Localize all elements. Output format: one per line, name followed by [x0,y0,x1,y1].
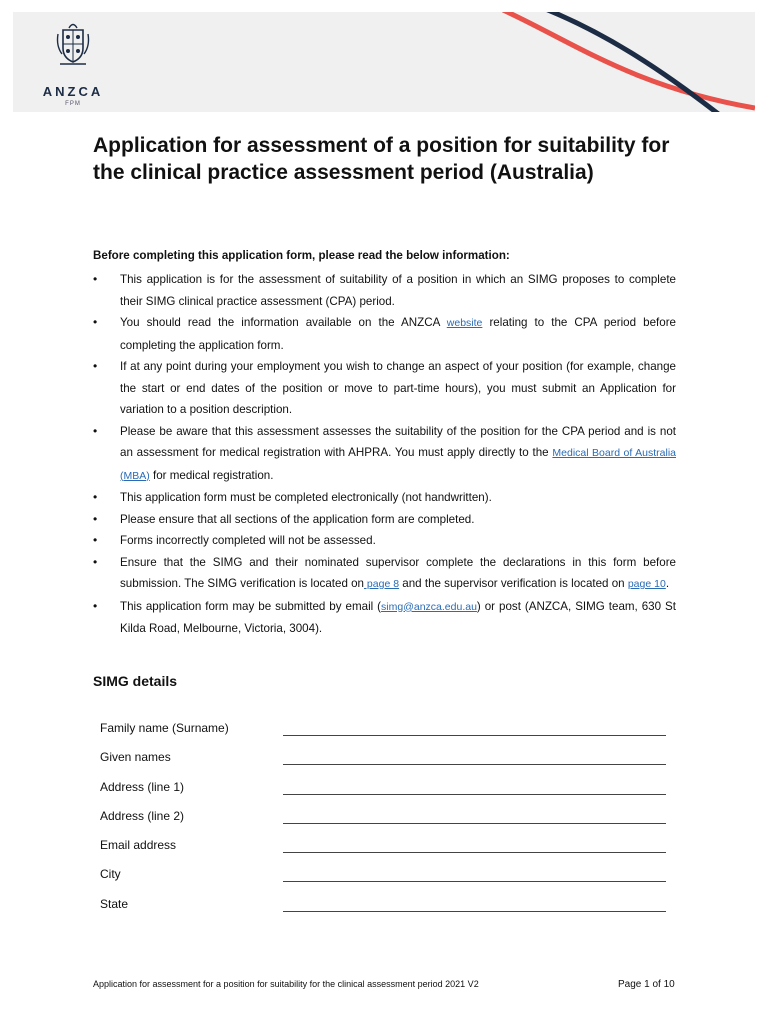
list-item [93,312,676,356]
field-input-line[interactable] [283,794,666,795]
list-item-text: This application form must be completed electronically (not handwritten). [120,491,492,504]
field-input-line[interactable] [283,735,666,736]
list-item-text: Forms incorrectly completed will not be assessed. [120,534,376,547]
list-item [93,487,676,509]
inline-link[interactable]: Medical Board of Australia (MBA) [120,447,677,482]
field-label: State [100,896,129,911]
page-title: Application for assessment of a position for suitability for the clinical practice assessment period (Australia) [93,134,670,184]
form-field-row [100,719,668,748]
list-item-text: for medical registration. [149,468,274,482]
list-item [93,356,676,421]
form-field-row [100,836,668,865]
list-item-text: This application form may be submitted by email ( [120,599,382,613]
field-label: Address (line 1) [100,779,185,794]
intro-heading: Before completing this application form, please read the below information: [93,249,510,262]
form-field-row [100,748,668,777]
field-label: City [100,867,121,882]
information-list [93,269,676,640]
inline-link[interactable]: page 8 [364,578,400,590]
field-input-line[interactable] [283,823,666,824]
list-item-text: and the supervisor verification is located on [399,577,628,590]
list-item-text: relating to the CPA period before completing the application form. [120,316,677,352]
inline-link[interactable]: page 10 [627,578,666,590]
field-label: Family name (Surname) [100,721,229,735]
field-label: Given names [100,750,171,765]
footer-text: Application for assessment for a position for suitability for the clinical assessment period 2021 V2 [93,979,479,989]
form-field-row [100,865,668,894]
field-input-line[interactable] [283,881,666,882]
field-input-line[interactable] [283,764,666,765]
header-band [13,12,755,112]
list-item-text: You should read the information available on the ANZCA [120,316,447,329]
inline-link[interactable]: website [446,317,483,329]
list-item-text: . [665,577,670,590]
coat-of-arms-icon [55,20,91,66]
field-input-line[interactable] [283,911,666,912]
list-item [93,269,676,312]
form-field-row [100,895,668,924]
list-item [93,530,676,552]
list-item-text: If at any point during your employment you wish to change an aspect of your position (for example, change the start or end dates of the position or move to part-time hours), you must submit an Application for variation to a position description. [120,360,676,416]
field-input-line[interactable] [283,852,666,853]
list-item [93,596,676,640]
page-number: Page 1 of 10 [618,979,675,990]
list-item-text: This application is for the assessment of suitability of a position in which an SIMG proposes to complete their SIMG clinical practice assessment (CPA) period. [120,273,676,308]
field-label: Email address [100,838,177,853]
list-item [93,509,676,531]
list-item-text: Please ensure that all sections of the application form are completed. [120,512,475,526]
list-item-text: Please be aware that this assessment assesses the suitability of the position for the CPA period and is not an assessment for medical registration with AHPRA. You must apply directly to the [120,424,676,459]
field-label: Address (line 2) [100,808,185,823]
inline-link[interactable]: simg@anzca.edu.au [381,600,477,613]
logo-subtext: FPM [65,101,81,107]
form-field-row [100,807,668,836]
anzca-logo[interactable] [33,18,113,110]
decorative-swoosh [483,12,755,112]
list-item [93,421,676,488]
simg-details-form [100,719,668,924]
list-item-text: Ensure that the SIMG and their nominated supervisor complete the declarations in this form before submission. The SIMG verification is located on [120,555,676,590]
form-field-row [100,778,668,807]
section-title: SIMG details [93,673,178,689]
logo-wordmark: ANZCA [42,84,104,99]
list-item-text: ) or post (ANZCA, SIMG team, 630 St Kilda Road, Melbourne, Victoria, 3004). [120,599,676,635]
list-item [93,552,676,596]
